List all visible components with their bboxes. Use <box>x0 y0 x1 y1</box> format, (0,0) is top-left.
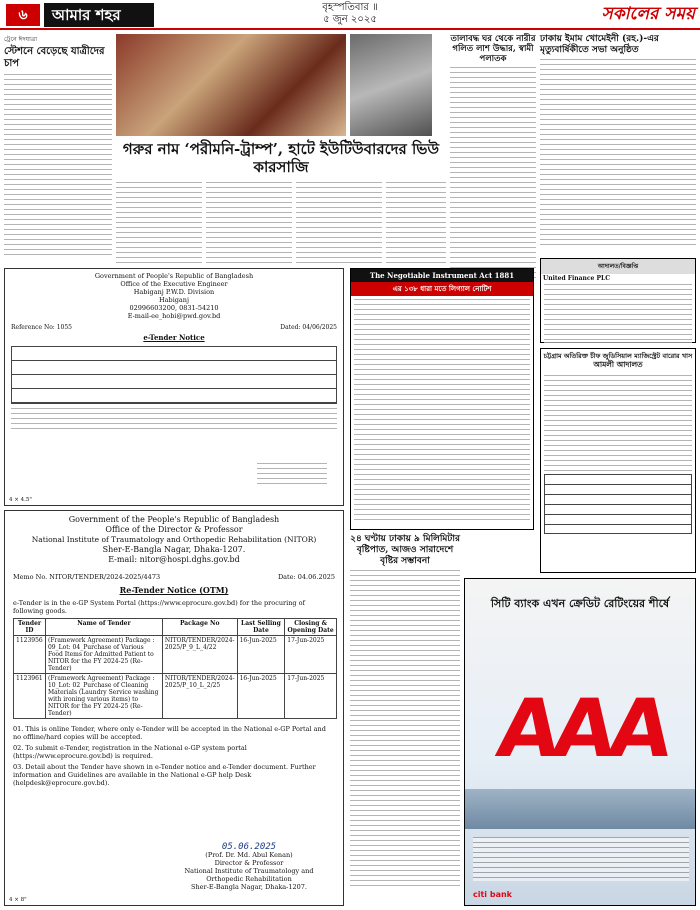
section-title: আমার শহর <box>44 3 154 27</box>
nitor-size: 4 × 8" <box>9 897 27 903</box>
cell: 1123956 <box>14 636 46 674</box>
col-tender-id: Tender ID <box>14 619 46 636</box>
habiganj-tender <box>4 268 344 506</box>
nitor-office: Office of the Director & Professor <box>105 525 243 534</box>
weather-story <box>350 534 460 888</box>
citibank-headline: সিটি ব্যাংক এখন ক্রেডিট রেটিংয়ের শীর্ষে <box>490 597 670 610</box>
tender1-gov: Government of People's Republic of Bangladesh <box>94 272 254 280</box>
main-story-col1 <box>116 182 202 264</box>
body-recovery-photo <box>350 34 432 136</box>
nitor-table <box>13 618 337 719</box>
col-last-selling: Last Selling Date <box>237 619 285 636</box>
tender1-size: 4 × 4.5" <box>9 497 32 503</box>
masthead-logo: সকালের সময় <box>601 4 695 24</box>
tender1-signature-block <box>257 463 327 487</box>
table-row <box>14 674 337 719</box>
court-heading: চট্টগ্রাম অতিরিক্ত চীফ জুডিসিয়াল ম্যাজিস্ট্রেট বারোর খাস <box>543 352 693 360</box>
col-package: Package No <box>162 619 237 636</box>
nitor-address: Sher-E-Bangla Nagar, Dhaka-1207. <box>102 545 246 554</box>
nitor-signer-addr: Sher-E-Bangla Nagar, Dhaka-1207. <box>191 883 307 891</box>
cow-photo <box>116 34 346 136</box>
date-label: ৫ জুন ২০২৫ <box>323 14 377 25</box>
main-headline: গরুর নাম ‘পরীমনি-ট্রাম্প’, হাটে ইউটিউবারদের ভিউ কারসাজি <box>122 140 440 176</box>
body-recovery-headline: তালাবদ্ধ ঘর থেকে নারীর গলিত লাশ উদ্ধার, স্বামী পলাতক <box>450 34 536 64</box>
train-story <box>4 34 112 256</box>
cell: 17-Jun-2025 <box>285 636 337 674</box>
tender1-email: E-mail-ee_hobi@pwd.gov.bd <box>127 312 221 320</box>
nitor-gov: Government of the People's Republic of Bangladesh <box>68 515 280 524</box>
nitor-signature-block <box>169 843 329 891</box>
day-label: বৃহস্পতিবার ॥ <box>322 2 378 13</box>
main-story-col2 <box>206 182 292 264</box>
nitor-table-header <box>14 619 337 636</box>
legal-notice-section: আদালত/বিজ্ঞপ্তি <box>541 259 695 274</box>
court-notice-table <box>544 474 692 534</box>
weather-body <box>350 570 460 888</box>
tender1-place: Habiganj <box>158 296 190 304</box>
nitor-signer: (Prof. Dr. Md. Abul Kenan) <box>205 851 293 859</box>
nitor-note-1: 01. This is online Tender, where only e-Tender will be accepted in the National e-GP Portal and no offline/hard copies will be accepted. <box>13 725 326 741</box>
nitor-signer-inst: National Institute of Traumatology and Orthopedic Rehabilitation <box>184 867 314 883</box>
body-recovery-story <box>450 34 536 279</box>
col-name: Name of Tender <box>45 619 162 636</box>
nitor-email: E-mail: nitor@hospi.dghs.gov.bd <box>108 555 240 564</box>
cell: 1123961 <box>14 674 46 719</box>
court-name: আমলী আদালত <box>593 360 643 369</box>
city-skyline <box>465 789 695 829</box>
legal-notice-company: United Finance PLC <box>543 275 610 282</box>
train-kicker: ট্রেনে ঈদযাত্রা <box>4 36 38 43</box>
aaa-graphic <box>487 669 677 789</box>
nitor-institute: National Institute of Traumatology and Orthopedic Rehabilitation (NITOR) <box>31 535 317 544</box>
court-notice-body <box>544 375 692 471</box>
nitor-intro: e-Tender is in the e-GP System Portal (https://www.eprocure.gov.bd) for the procuring of following goods. <box>13 599 305 615</box>
citibank-logo: citi bank <box>473 890 512 899</box>
tender1-division: Habiganj P.W.D. Division <box>133 288 215 296</box>
weather-headline: ২৪ ঘণ্টায় ঢাকায় ৯ মিলিমিটার বৃষ্টিপাত, আজও সারাদেশে বৃষ্টির সম্ভাবনা <box>350 534 460 566</box>
tender1-title: e-Tender Notice <box>143 333 205 342</box>
col-closing: Closing & Opening Date <box>285 619 337 636</box>
legal-notice-body <box>544 284 692 344</box>
tender1-office: Office of the Executive Engineer <box>120 280 228 288</box>
negotiable-notice <box>350 268 534 530</box>
tender1-table <box>11 346 337 404</box>
main-story-col3 <box>296 182 382 264</box>
nitor-signer-title: Director & Professor <box>214 859 284 867</box>
cell: 17-Jun-2025 <box>285 674 337 719</box>
train-story-body <box>4 74 112 256</box>
citibank-ad <box>464 578 696 906</box>
tender1-notes <box>11 408 337 432</box>
nitor-tender <box>4 510 344 906</box>
court-notice-box <box>540 348 696 573</box>
negotiable-title: The Negotiable Instrument Act 1881 <box>351 269 533 282</box>
cell: (Framework Agreement) Package : 09_Lot: 04_Purchase of Various Food Items for Admitted Patient to NITOR for the FY 2024-25 (Re-Tender) <box>45 636 162 674</box>
main-story-col4 <box>386 182 446 264</box>
nitor-title: Re-Tender Notice (OTM) <box>119 585 229 595</box>
legal-notice-box <box>540 258 696 343</box>
citibank-fineprint <box>473 837 689 881</box>
negotiable-body <box>354 299 530 524</box>
nitor-signature: 05.06.2025 <box>221 842 277 852</box>
cell: (Framework Agreement) Package : 10_Lot: 02_Purchase of Cleaning Materials (Laundry Service washing with ironing various items) to NITOR for the FY 2024-25 (Re-Tender) <box>45 674 162 719</box>
cell: NITOR/TENDER/2024-2025/P_10_L_2/25 <box>162 674 237 719</box>
aaa-rating: AAA <box>491 682 673 775</box>
cell: 16-Jun-2025 <box>237 674 285 719</box>
tender1-ref: Reference No: 1055 <box>11 324 73 331</box>
nitor-date: Date: 04.06.2025 <box>277 573 335 581</box>
khomeini-headline: ঢাকায় ইমাম খোমেইনী (রহ.)-এর মৃত্যুবার্ষিকীতে সভা অনুষ্ঠিত <box>540 34 659 55</box>
cell: 16-Jun-2025 <box>237 636 285 674</box>
nitor-note-3: 03. Detail about the Tender have shown in e-Tender notice and e-Tender document. Further information and Guidelines are available in the National e-GP help Desk (helpdesk@eprocure.gov.bd). <box>13 763 316 787</box>
tender1-phone: 02996603200, 0831-54210 <box>129 304 219 312</box>
khomeini-body <box>540 59 696 247</box>
body-recovery-body <box>450 67 536 279</box>
page-number: ৬ <box>6 4 40 26</box>
nitor-memo: Memo No. NITOR/TENDER/2024-2025/4473 <box>13 573 161 581</box>
negotiable-subtitle: এর ১৩৮ ধারা মতে লিগ্যাল নোটিশ <box>351 282 533 296</box>
train-headline: স্টেশনে বেড়েছে যাত্রীদের চাপ <box>4 46 105 69</box>
tender1-dated: Dated: 04/06/2025 <box>280 324 337 331</box>
dateline <box>270 2 430 26</box>
cell: NITOR/TENDER/2024-2025/P_9_L_4/22 <box>162 636 237 674</box>
khomeini-story <box>540 34 696 247</box>
nitor-note-2: 02. To submit e-Tender, registration in the National e-GP system portal (https://www.eprocure.gov.bd) is required. <box>13 744 247 760</box>
table-row <box>14 636 337 674</box>
